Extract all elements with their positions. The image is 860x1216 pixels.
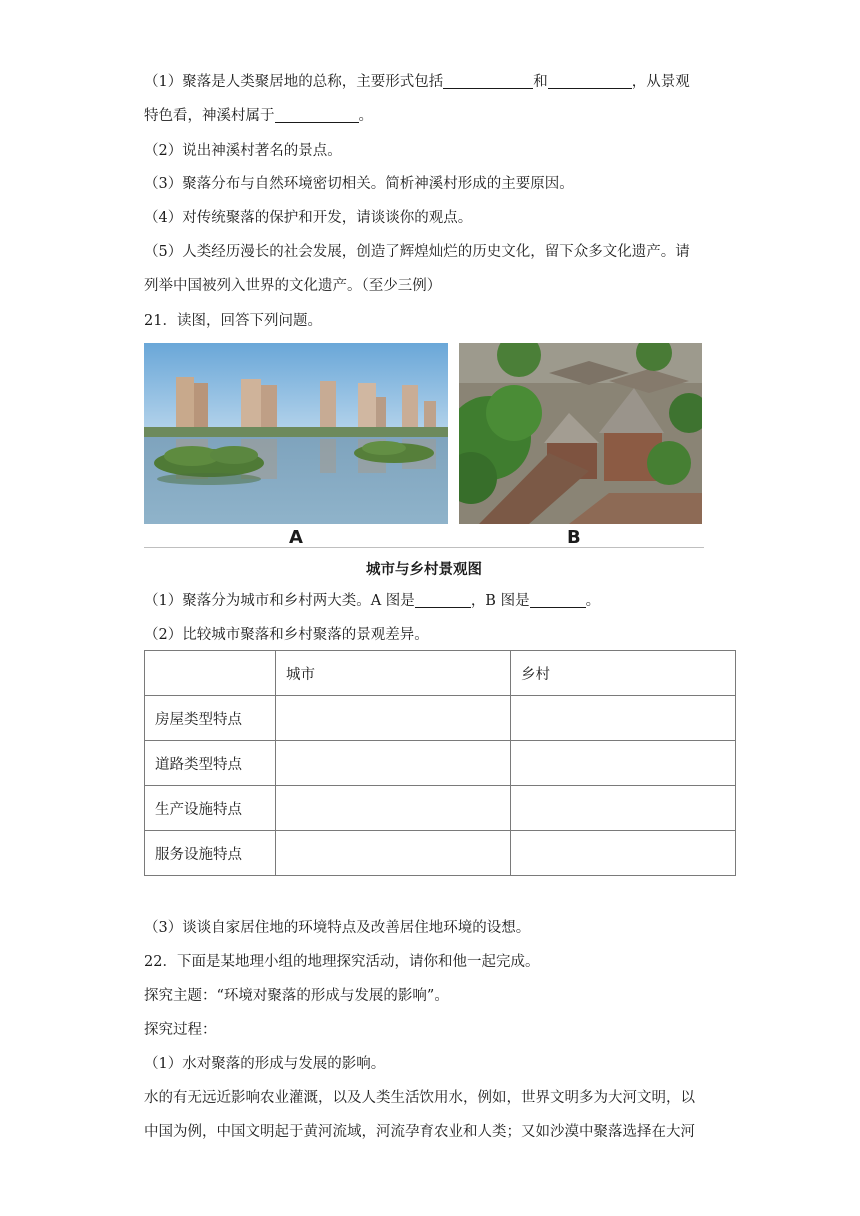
answer-cell[interactable] [511,786,736,831]
q22-process: 探究过程： [144,1022,217,1038]
q21-part1-text: 。 [585,593,601,609]
q22-title: 22．下面是某地理小组的地理探究活动，请你和他一起完成。 [144,954,540,970]
answer-blank[interactable] [275,106,359,123]
q20-part1-text: （1）聚落是人类聚居地的总称，主要形式包括 [144,74,444,90]
table-row [145,741,736,786]
answer-cell[interactable] [511,741,736,786]
figure-caption: 城市与乡村景观图 [366,561,482,578]
city-landscape-photo [144,343,448,524]
q20-part5-line2: 列举中国被列入世界的文化遗产。（至少三例） [144,278,442,294]
answer-blank[interactable] [443,72,533,89]
answer-cell[interactable] [511,696,736,741]
answer-cell[interactable] [276,696,511,741]
table-row [145,696,736,741]
q20-part1-text: ，从景观 [631,74,690,90]
q21-part1-text: （1）聚落分为城市和乡村两大类。A 图是 [144,593,415,609]
answer-blank[interactable] [530,591,586,608]
q20-part1-text: 和 [533,74,548,90]
q20-part1-line1 [144,72,690,92]
answer-cell[interactable] [276,831,511,876]
table-row [145,786,736,831]
table-row-label: 道路类型特点 [145,741,276,786]
q20-part4: （4）对传统聚落的保护和开发，请谈谈你的观点。 [144,210,473,226]
comparison-table [144,650,736,876]
q20-part3: （3）聚落分布与自然环境密切相关。简析神溪村形成的主要原因。 [144,176,574,192]
table-header-row [145,651,736,696]
figure-label-a: A [289,527,303,548]
q22-topic: 探究主题：“环境对聚落的形成与发展的影响”。 [144,988,449,1004]
village-landscape-photo [459,343,702,524]
q22-paragraph-line2: 中国为例，中国文明起于黄河流域，河流孕育农业和人类；又如沙漠中聚落选择在大河 [144,1124,695,1140]
q21-part1 [144,591,600,611]
q20-part1-line2 [144,106,373,126]
figure-label-b: B [567,527,581,548]
q20-part2: （2）说出神溪村著名的景点。 [144,143,342,159]
q21-part1-text: ，B 图是 [470,593,530,609]
q20-part1-text: 特色看，神溪村属于 [144,108,275,124]
answer-blank[interactable] [548,72,632,89]
table-header-cell: 乡村 [511,651,736,696]
table-row-label: 生产设施特点 [145,786,276,831]
answer-cell[interactable] [511,831,736,876]
q22-part1: （1）水对聚落的形成与发展的影响。 [144,1056,386,1072]
q20-part5-line1: （5）人类经历漫长的社会发展，创造了辉煌灿烂的历史文化，留下众多文化遗产。请 [144,244,690,260]
q22-paragraph-line1: 水的有无远近影响农业灌溉，以及人类生活饮用水，例如，世界文明多为大河文明，以 [144,1090,695,1106]
q21-title: 21．读图，回答下列问题。 [144,313,322,329]
table-header-cell: 城市 [276,651,511,696]
table-row [145,831,736,876]
answer-blank[interactable] [415,591,471,608]
answer-cell[interactable] [276,741,511,786]
q20-part1-text: 。 [358,108,373,124]
q21-part3: （3）谈谈自家居住地的环境特点及改善居住地环境的设想。 [144,920,531,936]
figure-divider [144,547,704,548]
answer-cell[interactable] [276,786,511,831]
table-row-label: 房屋类型特点 [145,696,276,741]
table-row-label: 服务设施特点 [145,831,276,876]
q21-part2: （2）比较城市聚落和乡村聚落的景观差异。 [144,627,429,643]
table-header-cell [145,651,276,696]
